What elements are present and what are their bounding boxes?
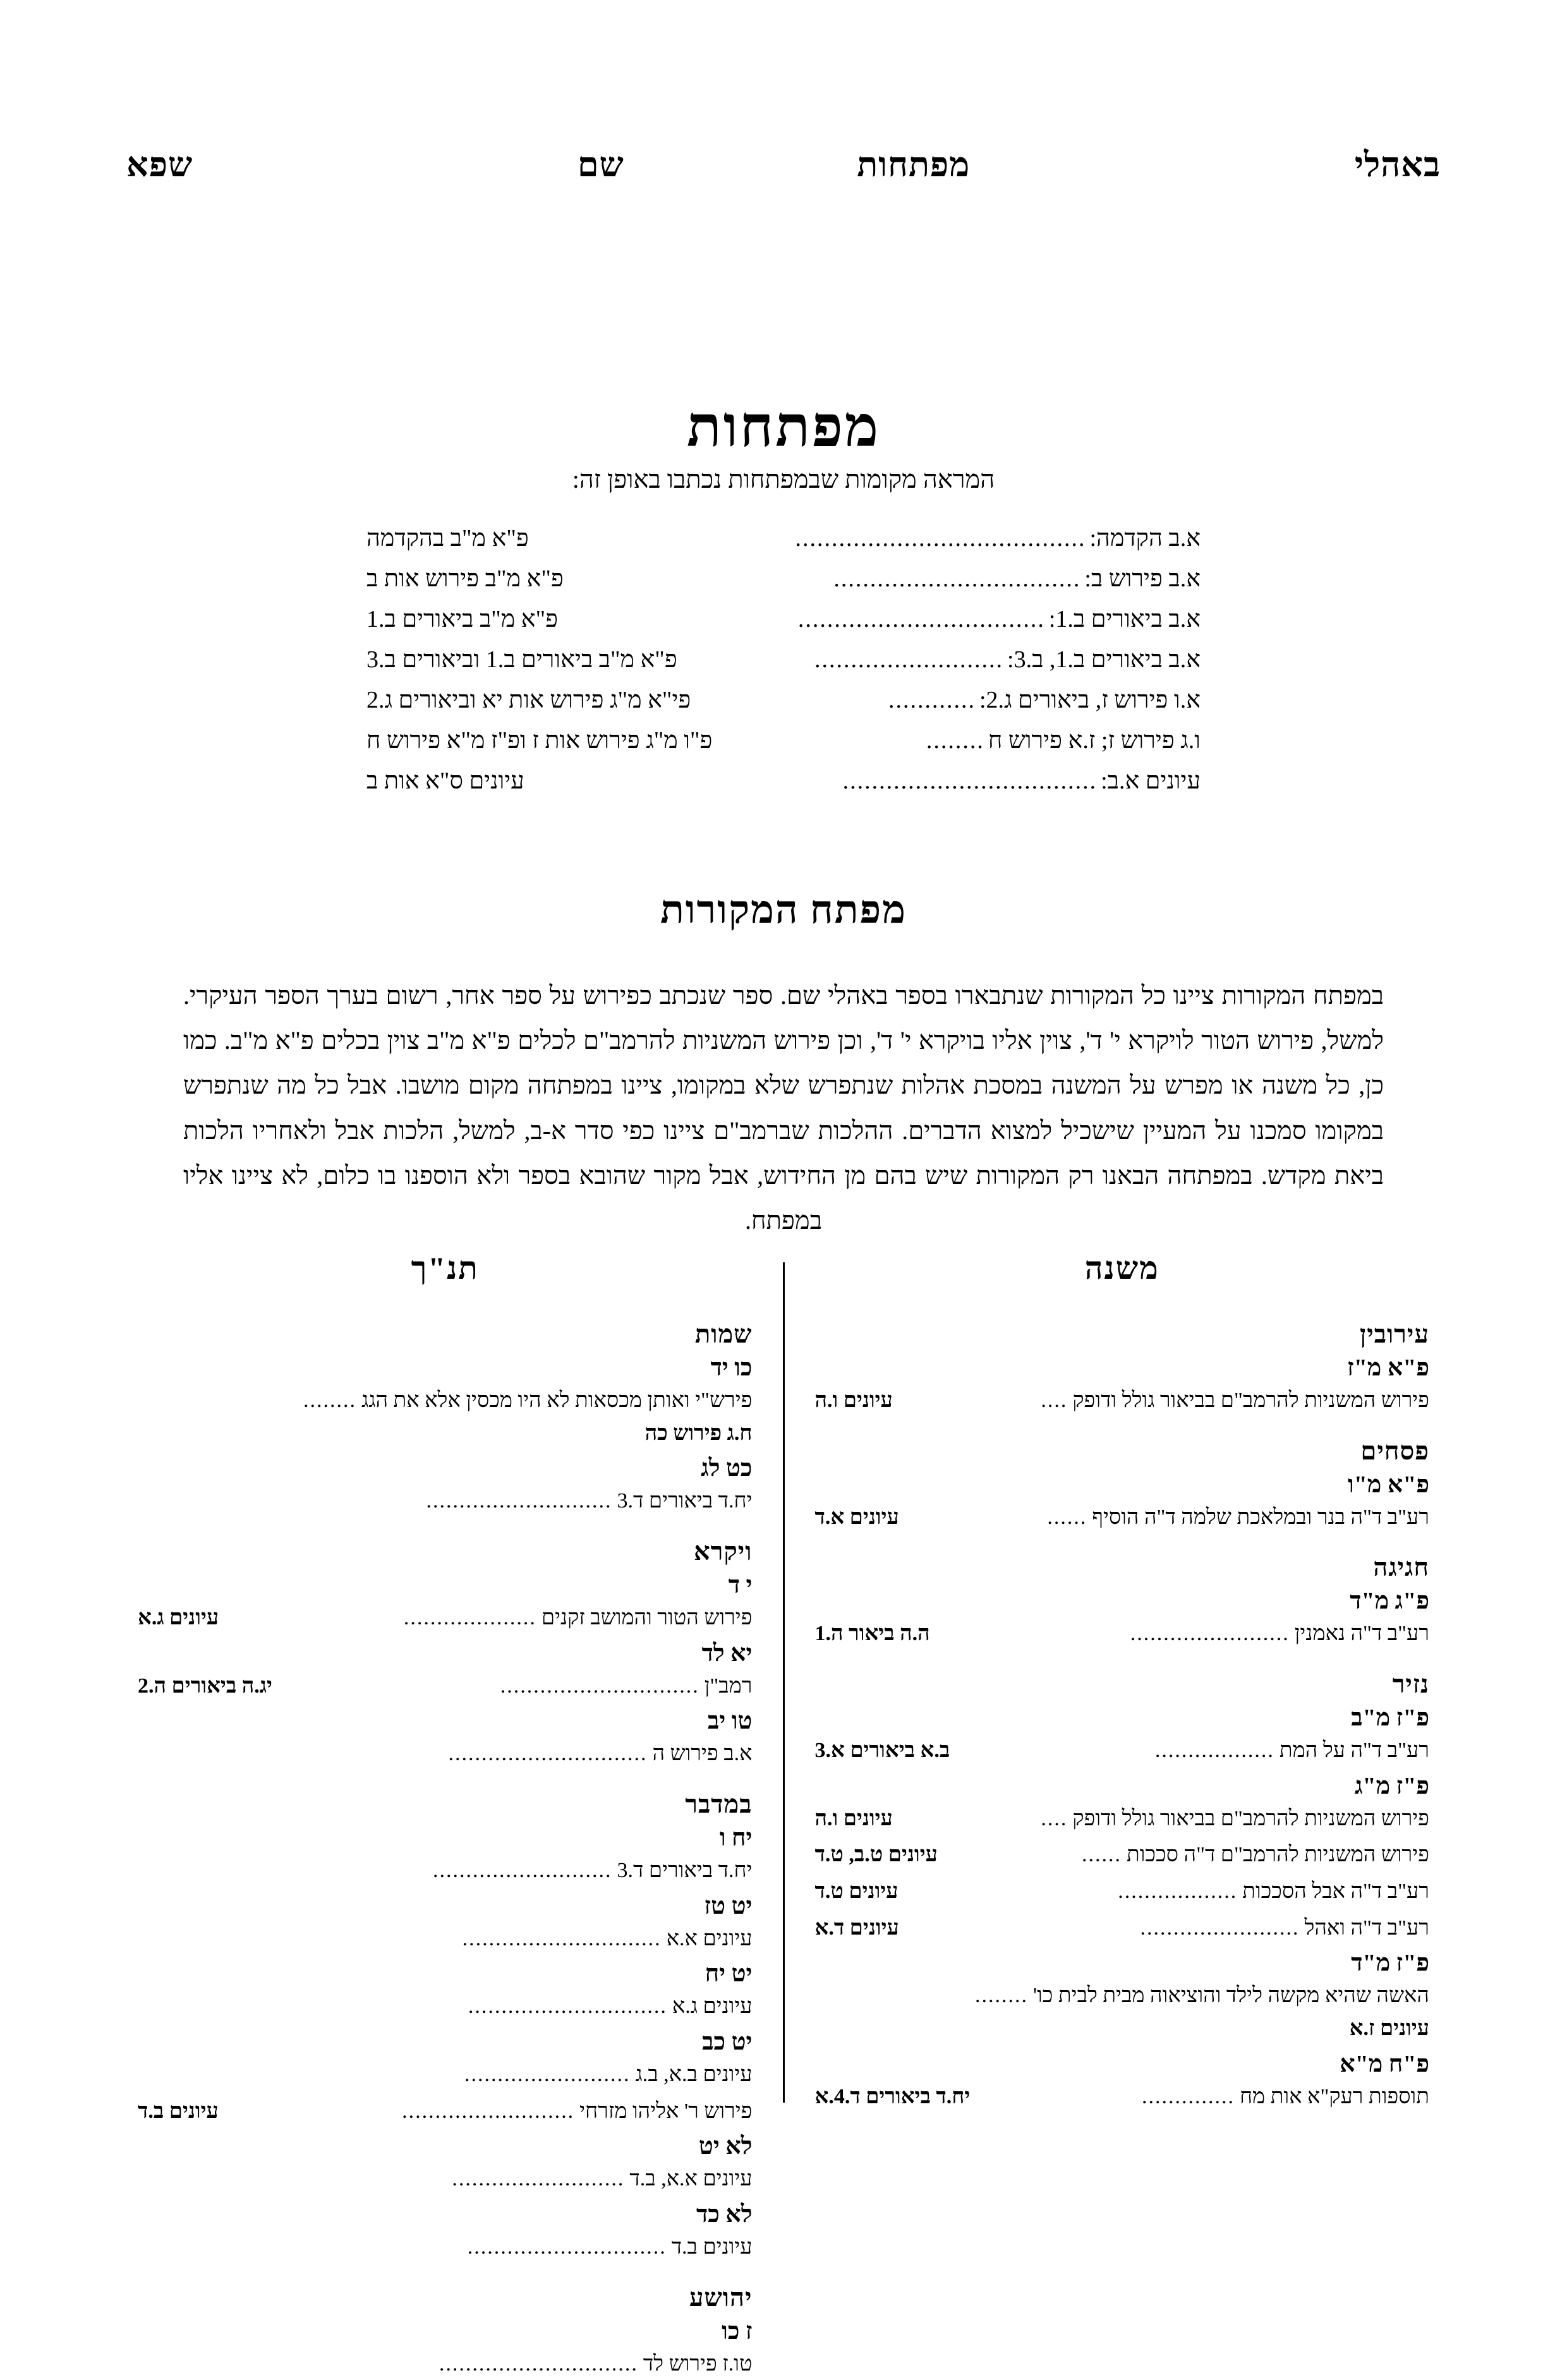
index-entry bbox=[138, 2231, 753, 2264]
leader-dots: .......................... bbox=[452, 2168, 625, 2190]
reference-key-list bbox=[366, 524, 1201, 807]
index-entry bbox=[138, 2348, 753, 2380]
entry-location: עיונים ו.ה bbox=[814, 1806, 893, 1830]
leader-dots: .............................. bbox=[467, 2237, 667, 2259]
reference-heading: יט טז bbox=[704, 1892, 753, 1919]
key-row bbox=[366, 524, 1201, 552]
index-entry bbox=[815, 1875, 1430, 1908]
index-entry bbox=[815, 1384, 1430, 1417]
entry-text: טו.ז פירוש לד bbox=[643, 2352, 753, 2376]
page-title: מפתחות bbox=[686, 396, 881, 459]
key-target: פ"א מ"ב ביאורים ב.1 bbox=[366, 606, 559, 632]
reference-heading: לא כד bbox=[696, 2201, 753, 2228]
entry-location: ב.א ביאורים א.3 bbox=[814, 1739, 950, 1763]
index-entry bbox=[138, 1670, 753, 1703]
reference-heading: ז כו bbox=[722, 2317, 753, 2345]
key-row bbox=[366, 565, 1201, 593]
entry-text: עיונים ב.ד bbox=[671, 2235, 753, 2259]
entry-text: רע"ב ד"ה על המת bbox=[1279, 1739, 1429, 1763]
leader-dots: .................. bbox=[1154, 1740, 1274, 1762]
page-subtitle: המראה מקומות שבמפתחות נכתבו באופן זה: bbox=[572, 465, 995, 493]
key-label: ו.ג פירוש ז; ז.א פירוש ח bbox=[988, 727, 1201, 754]
entry-location: עיונים א.ד bbox=[814, 1505, 899, 1529]
book-heading: ויקרא bbox=[694, 1537, 753, 1566]
index-entry bbox=[815, 1734, 1430, 1767]
reference-heading: פ"ג מ"ד bbox=[1350, 1588, 1429, 1615]
leader-dots: .................. bbox=[1118, 1881, 1238, 1903]
entry-text: עיונים ג.א bbox=[672, 1995, 753, 2019]
entry-location: עיונים ג.א bbox=[138, 1606, 219, 1630]
entry-location: עיונים ב.ד bbox=[138, 2099, 219, 2123]
leader-dots: .......................... bbox=[814, 648, 1004, 672]
leader-dots: ...... bbox=[1047, 1506, 1087, 1528]
index-entry bbox=[138, 1737, 753, 1770]
index-entry bbox=[815, 1617, 1430, 1650]
leader-dots: ........ bbox=[974, 1984, 1028, 2008]
key-target: פ"ו מ"ג פירוש אות ז ופ"ז מ"א פירוש ח bbox=[366, 727, 713, 754]
index-entry bbox=[815, 1839, 1430, 1871]
index-entry bbox=[138, 1602, 753, 1634]
key-target: פי"א מ"ג פירוש אות יא וביאורים ג.2 bbox=[366, 687, 691, 713]
key-label: א.ב פירוש ב: bbox=[1084, 565, 1201, 592]
index-entry bbox=[138, 1990, 753, 2023]
entry-text: רע"ב ד"ה ואהל bbox=[1304, 1916, 1429, 1940]
entry-text: עיונים א.א bbox=[666, 1926, 753, 1950]
leader-dots: ........................... bbox=[433, 1860, 612, 1882]
key-label: א.ב ביאורים ב.1: bbox=[1048, 606, 1201, 632]
index-entry bbox=[138, 2058, 753, 2091]
entry-text: רע"ב ד"ה נאמנין bbox=[1294, 1622, 1429, 1646]
index-entry bbox=[138, 1384, 753, 1449]
entry-text: רע"ב ד"ה בנר ובמלאכת שלמה ד"ה הוסיף bbox=[1092, 1505, 1429, 1529]
book-heading: חגיגה bbox=[1373, 1553, 1429, 1582]
leader-dots: ........................ bbox=[1140, 1917, 1300, 1939]
key-label: א.ב ביאורים ב.1, ב.3: bbox=[1007, 646, 1201, 673]
leader-dots: .... bbox=[1041, 1808, 1068, 1830]
entry-text: פירוש המשניות להרמב"ם בביאור גולל ודופק bbox=[1072, 1806, 1429, 1830]
leader-dots: ......................... bbox=[464, 2064, 631, 2086]
column-tanach bbox=[107, 1238, 783, 2376]
entry-text: רמב"ן bbox=[704, 1674, 753, 1698]
entry-text: יח.ד ביאורים ד.3 bbox=[617, 1489, 753, 1513]
entry-location: עיונים ז.א bbox=[1349, 2017, 1429, 2041]
key-target: עיונים ס"א אות ב bbox=[366, 768, 524, 794]
leader-dots: ............ bbox=[888, 688, 976, 712]
entry-location: יח.ד ביאורים ד.4.א bbox=[814, 2084, 971, 2108]
reference-heading: י ד bbox=[728, 1572, 753, 1599]
leader-dots: ........ bbox=[303, 1389, 357, 1412]
entry-location: ה.ה ביאור ה.1 bbox=[814, 1622, 930, 1646]
leader-dots: ...... bbox=[1082, 1844, 1122, 1866]
book-heading: שמות bbox=[694, 1320, 753, 1348]
book-heading: במדבר bbox=[685, 1790, 753, 1819]
entry-text: עיונים א.א, ב.ד bbox=[629, 2167, 753, 2191]
key-target: פ"א מ"ב פירוש אות ב bbox=[366, 565, 564, 592]
book-heading: עירובין bbox=[1360, 1320, 1429, 1348]
leader-dots: ........................................ bbox=[795, 526, 1086, 550]
entry-text: יח.ד ביאורים ד.3 bbox=[617, 1859, 753, 1883]
running-head bbox=[107, 145, 1460, 184]
book-heading: פסחים bbox=[1360, 1436, 1429, 1465]
index-entry bbox=[138, 1854, 753, 1887]
reference-heading: יח ו bbox=[719, 1825, 753, 1852]
entry-location: עיונים ט.ב, ט.ד bbox=[814, 1843, 938, 1867]
leader-dots: .................... bbox=[403, 1607, 536, 1629]
leader-dots: .............. bbox=[1141, 2086, 1235, 2108]
index-entry bbox=[815, 1979, 1430, 2045]
leader-dots: .............................. bbox=[468, 1996, 667, 2018]
index-columns bbox=[107, 1238, 1460, 2376]
reference-heading: טו יב bbox=[708, 1708, 753, 1735]
entry-location: עיונים ד.א bbox=[814, 1916, 899, 1940]
leader-dots: ........................ bbox=[1130, 1623, 1290, 1645]
book-heading: יהושע bbox=[689, 2283, 753, 2312]
reference-heading: פ"ז מ"ב bbox=[1351, 1705, 1429, 1732]
entry-location: ח.ג פירוש כה bbox=[644, 1421, 753, 1445]
leader-dots: .................................. bbox=[797, 607, 1045, 631]
leader-dots: ........ bbox=[926, 728, 984, 752]
book-heading: נזיר bbox=[1392, 1670, 1429, 1699]
leader-dots: .......................... bbox=[402, 2100, 575, 2122]
key-target: פ"א מ"ב ביאורים ב.1 וביאורים ב.3 bbox=[366, 646, 677, 673]
key-target: פ"א מ"ב בהקדמה bbox=[366, 525, 529, 552]
running-head-book-suffix: שם bbox=[577, 146, 624, 184]
index-entry bbox=[815, 1803, 1430, 1835]
entry-text: פירוש הטור והמושב זקנים bbox=[541, 1606, 753, 1630]
running-head-book: באהלי bbox=[1354, 146, 1441, 184]
column-mishna bbox=[785, 1238, 1460, 2178]
index-entry bbox=[815, 2081, 1430, 2113]
index-entry bbox=[138, 2095, 753, 2128]
entry-text: רע"ב ד"ה אבל הסככות bbox=[1242, 1880, 1429, 1904]
reference-heading: פ"א מ"ז bbox=[1347, 1355, 1429, 1381]
reference-heading: כט לג bbox=[701, 1455, 753, 1482]
leader-dots: .................................. bbox=[833, 567, 1081, 591]
index-entry bbox=[138, 2163, 753, 2196]
entry-text: האשה שהיא מקשה לילד והוציאוה מבית לבית כו' bbox=[1032, 1984, 1429, 2008]
entry-text: עיונים ב.א, ב.ג bbox=[635, 2063, 753, 2087]
reference-heading: פ"א מ"ו bbox=[1347, 1471, 1429, 1498]
intro-paragraph: במפתח המקורות ציינו כל המקורות שנתבארו בספר באהלי שם. ספר שנכתב כפירוש על ספר אחר, רשום בערך הספר העיקרי. למשל, פירוש הטור לויקרא י' ד', צוין אליו בויקרא י' ד', וכן פירוש המשניות להרמב"ם לכלים פ"א מ"ב צוין בכלים פ"א מ"ב. כמו כן, כל משנה או מפרש על המשנה במסכת אהלות שנתפרש שלא במקומו, ציינו במפתחה מקום מושבו. אבל כל מה שנתפרש במקומו סמכנו על המעיין שישכיל למצוא הדברים. ההלכות שברמב"ם ציינו כפי סדר א-ב, למשל, הלכות אבל ולאחריו הלכות ביאת מקדש. במפתחה הבאנו רק המקורות שיש בהם מן החידוש, אבל מקור שהובא בספר ולא הוספנו בו כלום, לא ציינו אליו במפתח. bbox=[183, 981, 1384, 1235]
reference-heading: כו יד bbox=[710, 1355, 753, 1381]
reference-heading: לא יט bbox=[698, 2133, 753, 2160]
column-title: משנה bbox=[1084, 1250, 1159, 1286]
sources-index-title: מפתח המקורות bbox=[660, 889, 907, 933]
reference-heading: יט יח bbox=[705, 1960, 753, 1988]
key-row bbox=[366, 686, 1201, 714]
leader-dots: ............................ bbox=[426, 1490, 612, 1513]
leader-dots: .... bbox=[1041, 1390, 1068, 1411]
entry-text: פירוש המשניות להרמב"ם ד"ה סככות bbox=[1127, 1843, 1429, 1867]
entry-text: פירוש המשניות להרמב"ם בביאור גולל ודופק bbox=[1072, 1389, 1429, 1412]
entry-text: תוספות רעק"א אות מח bbox=[1239, 2084, 1429, 2108]
index-entry bbox=[815, 1912, 1430, 1945]
reference-heading: יא לד bbox=[701, 1640, 753, 1667]
leader-dots: .............................. bbox=[500, 1675, 699, 1697]
key-row bbox=[366, 727, 1201, 754]
key-label: א.ב הקדמה: bbox=[1089, 525, 1201, 552]
key-row bbox=[366, 646, 1201, 674]
leader-dots: ................................... bbox=[842, 769, 1098, 793]
entry-location: עיונים ו.ה bbox=[814, 1389, 893, 1412]
column-divider bbox=[783, 1262, 785, 2103]
key-row bbox=[366, 767, 1201, 795]
running-head-page-number: שפא bbox=[126, 146, 193, 184]
key-label: א.ו פירוש ז, ביאורים ג.2: bbox=[979, 687, 1201, 713]
index-entry bbox=[815, 1501, 1430, 1534]
reference-heading: פ"ז מ"ד bbox=[1351, 1950, 1429, 1977]
reference-heading: יט כב bbox=[702, 2029, 753, 2056]
index-entry bbox=[138, 1923, 753, 1955]
entry-text: פירוש ר' אליהו מזרחי bbox=[579, 2099, 753, 2123]
leader-dots: .............................. bbox=[462, 1928, 662, 1950]
reference-heading: פ"ח מ"א bbox=[1340, 2050, 1429, 2077]
leader-dots: .............................. bbox=[439, 2353, 638, 2375]
entry-location: עיונים ט.ד bbox=[814, 1880, 898, 1904]
running-head-section: מפתחות bbox=[857, 146, 971, 184]
entry-text: א.ב פירוש ה bbox=[652, 1742, 753, 1766]
key-row bbox=[366, 605, 1201, 633]
column-title: תנ"ך bbox=[411, 1250, 479, 1286]
reference-heading: פ"ז מ"ג bbox=[1354, 1772, 1429, 1799]
leader-dots: .............................. bbox=[448, 1743, 648, 1765]
index-entry bbox=[138, 1485, 753, 1518]
entry-location: יג.ה ביאורים ה.2 bbox=[138, 1674, 272, 1698]
entry-text: פירש"י ואותן מכסאות לא היו מכסין אלא את הגג bbox=[361, 1389, 753, 1412]
key-label: עיונים א.ב: bbox=[1101, 768, 1201, 794]
